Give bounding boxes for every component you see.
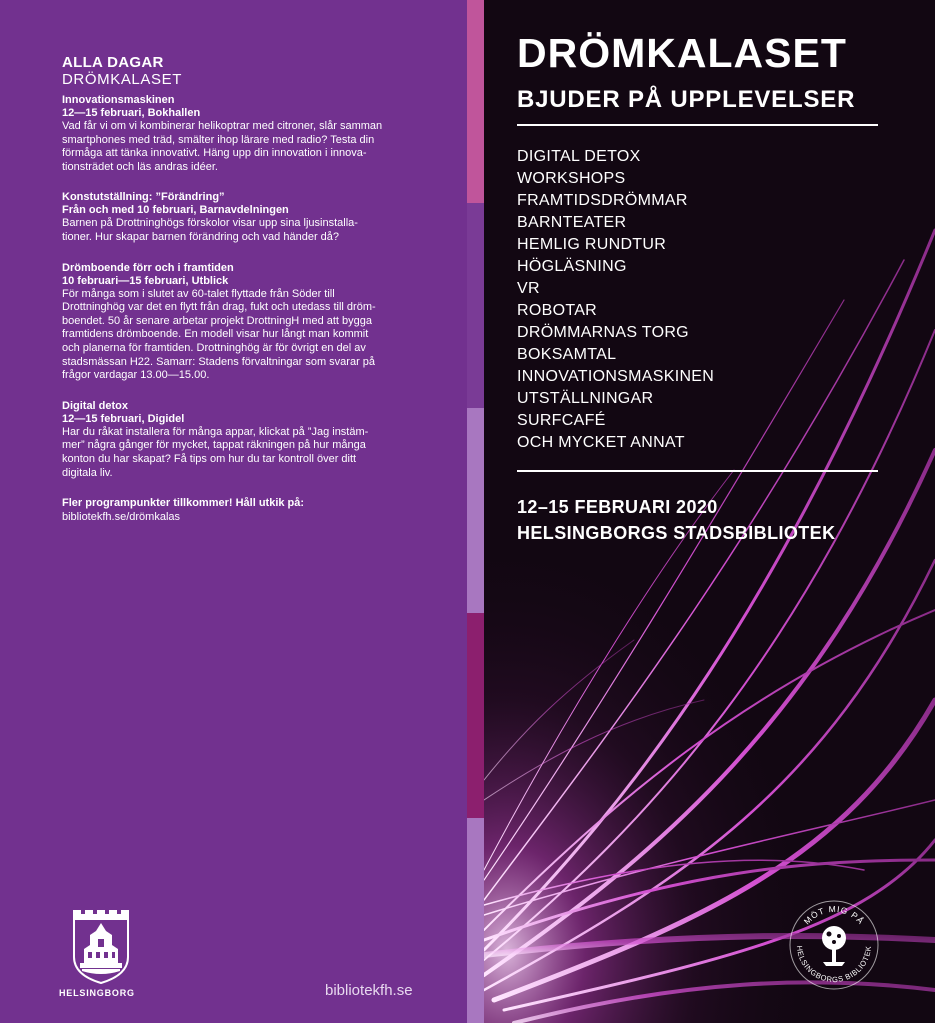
more-title: Fler programpunkter tillkommer! Håll utkik på:	[62, 497, 305, 510]
event-description-line: mer” några gånger för mycket, tappat räkningen på hur många	[62, 439, 366, 452]
event-description-line: tionsträdet och läs andras idéer.	[62, 160, 218, 173]
site-url[interactable]: bibliotekfh.se	[325, 982, 413, 999]
offer-item: BARNTEATER	[517, 214, 627, 231]
helsingborg-crest-icon	[58, 905, 144, 985]
event-title: Digital detox	[62, 399, 129, 412]
event-description-line: Drottninghög var det en flytt från drag, fukt och utedass till dröm-	[62, 301, 376, 314]
more-link[interactable]: bibliotekfh.se/drömkalas	[62, 510, 181, 523]
event-title: Konstutställning: ”Förändring”	[62, 191, 225, 204]
offer-item: FRAMTIDSDRÖMMAR	[517, 192, 688, 209]
event-when: 10 februari—15 februari, Utblick	[62, 274, 229, 287]
offer-item: DRÖMMARNAS TORG	[517, 324, 689, 341]
event-description-line: förmåga att tänka innovativt. Häng upp din innovation i innova-	[62, 147, 367, 160]
offer-item: HÖGLÄSNING	[517, 258, 627, 275]
event-description-line: Vad får vi om vi kombinerar helikoptrar med citroner, slår samman	[62, 120, 383, 132]
divider-line-bottom	[517, 470, 878, 472]
poster-title: DRÖMKALASET	[517, 30, 847, 76]
event-description-line: konton du har skapat? Få tips om hur du tar kontroll över ditt	[62, 452, 357, 465]
divider-strip	[467, 0, 484, 1023]
offer-item: WORKSHOPS	[517, 170, 626, 187]
event-when: 12—15 februari, Digidel	[62, 412, 185, 425]
event-description-line: tioner. Hur skapar barnen förändring och vad händer då?	[62, 230, 340, 243]
program-list	[62, 54, 440, 524]
offers-list	[517, 146, 897, 454]
event-description-line: Barnen på Drottninghögs förskolor visar upp sina ljusinstalla-	[62, 217, 358, 230]
crest-label: HELSINGBORG	[59, 988, 135, 998]
event-title: Innovationsmaskinen	[62, 94, 175, 106]
event-description-line: och planerna för framtiden. Drottninghög är för övrigt en del av	[62, 341, 366, 354]
event-description-line: framtidens drömboende. En modell visar hur långt man kommit	[62, 328, 369, 341]
offer-item: INNOVATIONSMASKINEN	[517, 368, 715, 385]
event-description-line: För många som i slutet av 60-talet flyttade från Söder till	[62, 287, 335, 300]
event-item	[62, 191, 440, 244]
library-seal-icon	[787, 898, 881, 992]
poster-subtitle: BJUDER PÅ UPPLEVELSER	[517, 86, 856, 113]
offer-item: HEMLIG RUNDTUR	[517, 236, 667, 253]
event-description-line: boendet. 50 år senare arbetar projekt DrottningH med att bygga	[62, 314, 373, 327]
left-panel	[0, 0, 467, 1023]
offer-item: BOKSAMTAL	[517, 346, 617, 363]
event-description-line: frågor vardagar 13.00—15.00.	[62, 369, 210, 382]
offer-item: ROBOTAR	[517, 302, 598, 319]
event-description-line: smartphones med träd, smälter ihop lärare med radio? Testa din	[62, 133, 375, 146]
strip-segment-purple	[467, 203, 484, 408]
svg-text:MÖT MIG PÅ: MÖT MIG PÅ	[801, 903, 867, 927]
event-item	[62, 94, 440, 174]
section-subheading: DRÖMKALASET	[62, 71, 182, 88]
event-venue: HELSINGBORGS STADSBIBLIOTEK	[517, 523, 836, 543]
strip-segment-dark	[467, 613, 484, 818]
offer-item: SURFCAFÉ	[517, 412, 606, 429]
strip-segment-light	[467, 408, 484, 613]
event-list	[62, 94, 440, 480]
event-item	[62, 262, 440, 383]
svg-text:HELSINGBORGS BIBLIOTEK: HELSINGBORGS BIBLIOTEK	[794, 945, 874, 985]
strip-segment-pink	[467, 0, 484, 203]
strip-segment-light-2	[467, 818, 484, 1023]
event-description-line: Har du råkat installera för många appar, klickat på ”Jag instäm-	[62, 425, 369, 438]
poster-content	[517, 28, 897, 546]
offer-item: DIGITAL DETOX	[517, 148, 641, 165]
event-title: Drömboende förr och i framtiden	[62, 261, 234, 274]
offer-item: UTSTÄLLNINGAR	[517, 390, 654, 407]
event-when: Från och med 10 februari, Barnavdelningen	[62, 204, 289, 217]
event-date: 12–15 FEBRUARI 2020	[517, 497, 718, 517]
section-heading: ALLA DAGAR	[62, 54, 164, 71]
event-item	[62, 400, 440, 480]
event-description-line: digitala liv.	[62, 466, 113, 479]
event-when: 12—15 februari, Bokhallen	[62, 107, 201, 119]
offer-item: VR	[517, 280, 540, 297]
offer-item: OCH MYCKET ANNAT	[517, 434, 685, 451]
event-description-line: stadsmässan H22. Samarr: Stadens förvaltningar som svarar på	[62, 355, 376, 368]
divider-line-top	[517, 124, 878, 126]
